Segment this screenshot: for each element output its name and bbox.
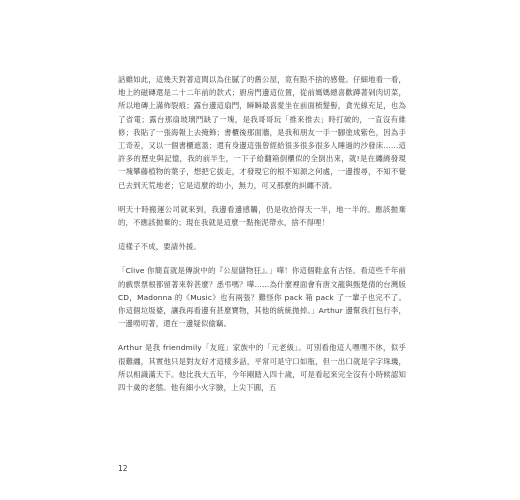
paragraph-4: 「Clive 你簡直就是傳說中的『公屋儲物狂』。」嘩！你這個鞋盒有古怪。看這些千年前的戲票票根都留著來幹甚麼？悉弔嗎？嘩……為什麼裡面會有唐文龍與甄楚倩的台灣版 CD，Madonna 的《Music》也有兩張？難怪你 pack 箱 pack 了一輩子也完不了。你這個垃圾婆，讓我再看邊有甚麼寶物，其他的統統拋掉。」Arthur 邊幫我打包行李，一邊嘮叨著，還在一邊疑似偷竊。 <box>118 266 406 329</box>
paragraph-5: Arthur 是我 friendmily「友庭」家族中的「元老級」。可別看他這人嘿嘿不休，似乎很難纏，其實他只是對友好才這樣多話，平常可是守口如瓶，但一出口就是字字珠璣，所以相識滿天下。他比我大五年，今年剛踏入四十歲，可是看起來完全沒有小時候認知四十歲的老態。他有細小火字臉，上尖下圓，五 <box>118 343 406 393</box>
paragraph-2: 明天十時搬運公司就來到，我邊看邊感觸，仍是收拾得天一半，地一半的。應該拋棄的，不應該拋棄的；現在我就是這麼一點拖泥帶水，捨不得哩！ <box>118 204 406 228</box>
paragraph-1: 話雖如此，這幾天對著這間以為住膩了的舊公屋，竟有點不捨的感覺。仔細地看一看，地上的磁磚還是二十二年前的款式；廚房門邊這位置，從前媽媽總喜歡蹲著剁肉切菜，所以地磚上滿佈裂痕；露台邊這扇門，瞬瞬最喜愛坐在前面梳髮髻，貪光線充足，也為了省電；露台那扇玻璃門缺了一塊，是我哥哥玩「推來推去」時打破的，一直沒有維修；我貼了一張海報上去掩飾；書櫃後那面牆，是我和朋友一手一腳塗成紫色，因為手工奇差，又以一個書櫃遮蓋；還有身邊這張曾經給很多很多很多人睡過的沙發床……這許多的歷史與記憶，我的前半生，一下子給翻箱倒櫃似的全倒出來，就!是在纏繞發現一塊攀藤植物的葉子，想把它拔走，才發現它的根不知源之何處，一邊搜尋，不知不覺已去到天荒地老；它是這麼的幼小，無力，可又那麼的糾纏不清。 <box>118 75 406 190</box>
paragraph-3: 這樣子不成，要請外援。 <box>118 242 201 252</box>
body-text <box>118 73 406 394</box>
page-number: 12 <box>118 464 128 473</box>
